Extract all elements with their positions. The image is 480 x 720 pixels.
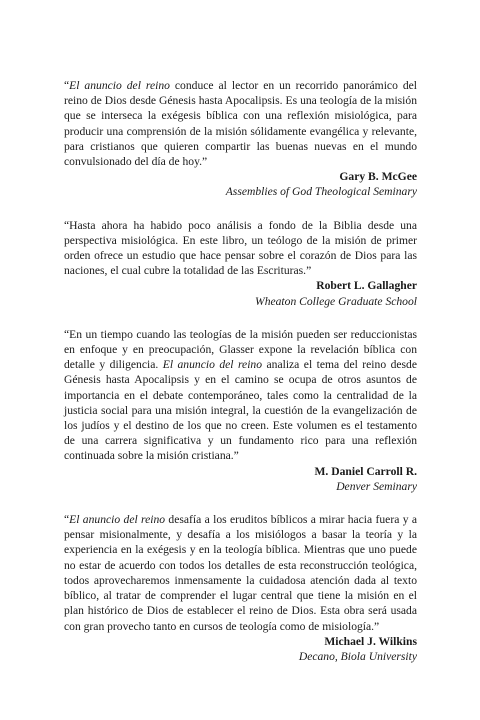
endorsement-author: Michael J. Wilkins — [324, 634, 417, 648]
endorsement-quote — [64, 78, 417, 169]
endorsement-author: M. Daniel Carroll R. — [314, 464, 417, 478]
book-title: El anuncio del reino — [162, 358, 263, 372]
quote-text: conduce al lector en un recorrido panorámico del reino de Dios desde Génesis hasta Apocalipsis. Es una teología de la misión que se interseca la exégesis bíblica con una reflexión misiológica, para producir una comprensión de la misión sólidamente evangélica y relevante, para cristianos que quieren compartir las buenas nuevas en el mundo convulsionado del día de hoy.” — [64, 79, 417, 169]
endorsement-affiliation: Wheaton College Graduate School — [255, 294, 417, 308]
endorsement-affiliation: Assemblies of God Theological Seminary — [225, 185, 417, 199]
book-title: El anuncio del reino — [69, 513, 166, 527]
endorsement-affiliation: Denver Seminary — [336, 479, 417, 493]
endorsements-page — [64, 78, 417, 682]
endorsement-quote — [64, 327, 417, 464]
endorsement-mcgee — [64, 78, 417, 200]
endorsement-quote — [64, 512, 417, 634]
endorsement-author: Robert L. Gallagher — [316, 279, 417, 293]
quote-open-mark: “ — [64, 79, 70, 92]
quote-open-mark: “ — [64, 513, 70, 527]
endorsement-wilkins — [64, 512, 417, 664]
endorsement-gallagher — [64, 218, 417, 309]
quote-text: desafía a los eruditos bíblicos a mirar hacia fuera y a pensar misionalmente, y desafía a los misiólogos a basar la teoría y la experiencia en la exégesis y en la teología bíblica. Mientras que uno puede no estar de acuerdo con todos los detalles de esta reconstrucción teológica, todos aprovecharemos inmensamente la cuidadosa atención dada al texto bíblico, al tratar de comprender el lugar central que tiene la misión en el plan histórico de Dios de establecer el reino de Dios. Esta obra será usada con gran provecho tanto en cursos de teología como de misiología.” — [64, 513, 417, 633]
book-title: El anuncio del reino — [69, 79, 170, 92]
endorsement-author: Gary B. McGee — [339, 170, 417, 184]
quote-text: analiza el tema del reino desde Génesis hasta Apocalipsis y en el camino se ocupa de otros asuntos de importancia en el debate contemporáneo, tales como la centralidad de la justicia social para una misión integral, la cuestión de la evangelización de los judíos y el destino de los que no creen. Este volumen es el testamento de una carrera significativa y un fundamento rico para una reflexión continuada sobre la misión cristiana.” — [64, 358, 417, 463]
endorsement-quote: “Hasta ahora ha habido poco análisis a fondo de la Biblia desde una perspectiva misiológica. En este libro, un teólogo de la misión de primer orden ofrece un estudio que hace pensar sobre el corazón de Dios para las naciones, el cual cubre la totalidad de las Escrituras.” — [64, 218, 417, 278]
endorsement-carroll — [64, 327, 417, 494]
endorsement-affiliation: Decano, Biola University — [298, 649, 417, 663]
quote-text: “En un tiempo cuando las teologías de la misión pueden ser reduccionistas en enfoque y en preocupación, Glasser expone la revelación bíblica con detalle y diligencia. — [64, 327, 417, 372]
